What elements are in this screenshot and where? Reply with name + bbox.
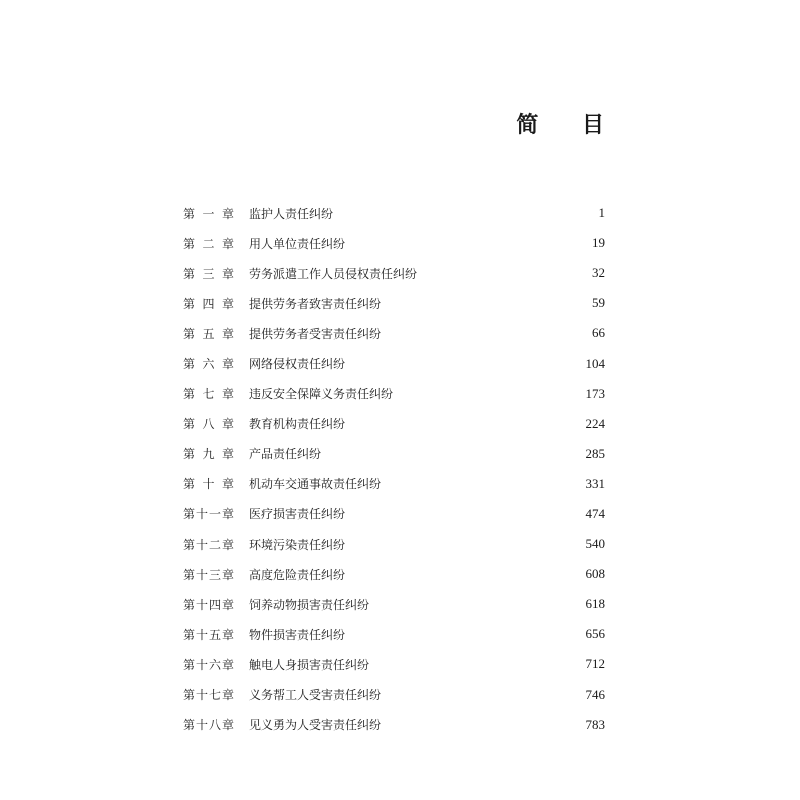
chapter-title: 劳务派遣工作人员侵权责任纠纷: [249, 266, 418, 281]
chapter-number: 第六章: [183, 357, 234, 372]
chapter-title: 饲养动物损害责任纠纷: [249, 597, 370, 612]
chapter-title: 提供劳务者受害责任纠纷: [249, 326, 382, 341]
chapter-title: 提供劳务者致害责任纠纷: [249, 296, 382, 311]
page-number: 474: [585, 505, 605, 521]
toc-entry[interactable]: [183, 469, 605, 499]
toc-entry[interactable]: [183, 288, 605, 318]
page-number: 173: [585, 385, 605, 401]
toc-entry[interactable]: [183, 680, 605, 710]
toc-entry[interactable]: [183, 710, 605, 740]
chapter-number: 第九章: [183, 447, 234, 462]
toc-entry[interactable]: [183, 589, 605, 619]
toc-entry[interactable]: [183, 409, 605, 439]
toc-entry[interactable]: [183, 228, 605, 258]
chapter-number: 第二章: [183, 236, 234, 251]
page-title: 简 目: [516, 113, 622, 138]
chapter-number: 第十七章: [183, 688, 234, 703]
page-number: 104: [585, 355, 605, 371]
chapter-number: 第一章: [183, 206, 234, 221]
page-number: 656: [585, 626, 605, 642]
page-number: 32: [592, 265, 605, 281]
chapter-number: 第十一章: [183, 507, 234, 522]
chapter-title: 物件损害责任纠纷: [249, 627, 346, 642]
chapter-title: 产品责任纠纷: [249, 447, 322, 462]
chapter-title: 教育机构责任纠纷: [249, 417, 346, 432]
page-number: 540: [585, 536, 605, 552]
chapter-number: 第五章: [183, 326, 234, 341]
chapter-title: 环境污染责任纠纷: [249, 537, 346, 552]
page-number: 608: [585, 566, 605, 582]
chapter-number: 第十二章: [183, 537, 234, 552]
toc-entry[interactable]: [183, 379, 605, 409]
chapter-number: 第十八章: [183, 718, 234, 733]
page-number: 783: [585, 716, 605, 732]
chapter-number: 第十章: [183, 477, 234, 492]
page-number: 224: [585, 415, 605, 431]
chapter-title: 监护人责任纠纷: [249, 206, 334, 221]
chapter-number: 第三章: [183, 266, 234, 281]
chapter-number: 第四章: [183, 296, 234, 311]
chapter-title: 医疗损害责任纠纷: [249, 507, 346, 522]
page-number: 59: [592, 295, 605, 311]
toc-entry[interactable]: [183, 529, 605, 559]
chapter-title: 义务帮工人受害责任纠纷: [249, 688, 382, 703]
page-number: 746: [585, 686, 605, 702]
chapter-title: 用人单位责任纠纷: [249, 236, 346, 251]
chapter-title: 触电人身损害责任纠纷: [249, 657, 370, 672]
toc-entry[interactable]: [183, 348, 605, 378]
chapter-number: 第十四章: [183, 597, 234, 612]
page-number: 66: [592, 325, 605, 341]
page-number: 19: [592, 235, 605, 251]
chapter-number: 第十六章: [183, 657, 234, 672]
toc-entry[interactable]: [183, 318, 605, 348]
toc-entry[interactable]: [183, 258, 605, 288]
chapter-title: 见义勇为人受害责任纠纷: [249, 718, 382, 733]
chapter-number: 第八章: [183, 417, 234, 432]
toc-entry[interactable]: [183, 439, 605, 469]
chapter-title: 高度危险责任纠纷: [249, 567, 346, 582]
toc-entry[interactable]: [183, 559, 605, 589]
chapter-title: 网络侵权责任纠纷: [249, 357, 346, 372]
toc-entry[interactable]: [183, 649, 605, 679]
chapter-number: 第十三章: [183, 567, 234, 582]
page-number: 331: [585, 475, 605, 491]
chapter-number: 第十五章: [183, 627, 234, 642]
table-of-contents: [183, 198, 605, 740]
chapter-number: 第七章: [183, 387, 234, 402]
chapter-title: 机动车交通事故责任纠纷: [249, 477, 382, 492]
page-number: 618: [585, 596, 605, 612]
toc-entry[interactable]: [183, 499, 605, 529]
page-number: 712: [585, 656, 605, 672]
toc-entry[interactable]: [183, 619, 605, 649]
chapter-title: 违反安全保障义务责任纠纷: [249, 387, 394, 402]
toc-entry[interactable]: [183, 198, 605, 228]
page-number: 285: [585, 445, 605, 461]
page-number: 1: [598, 205, 605, 221]
